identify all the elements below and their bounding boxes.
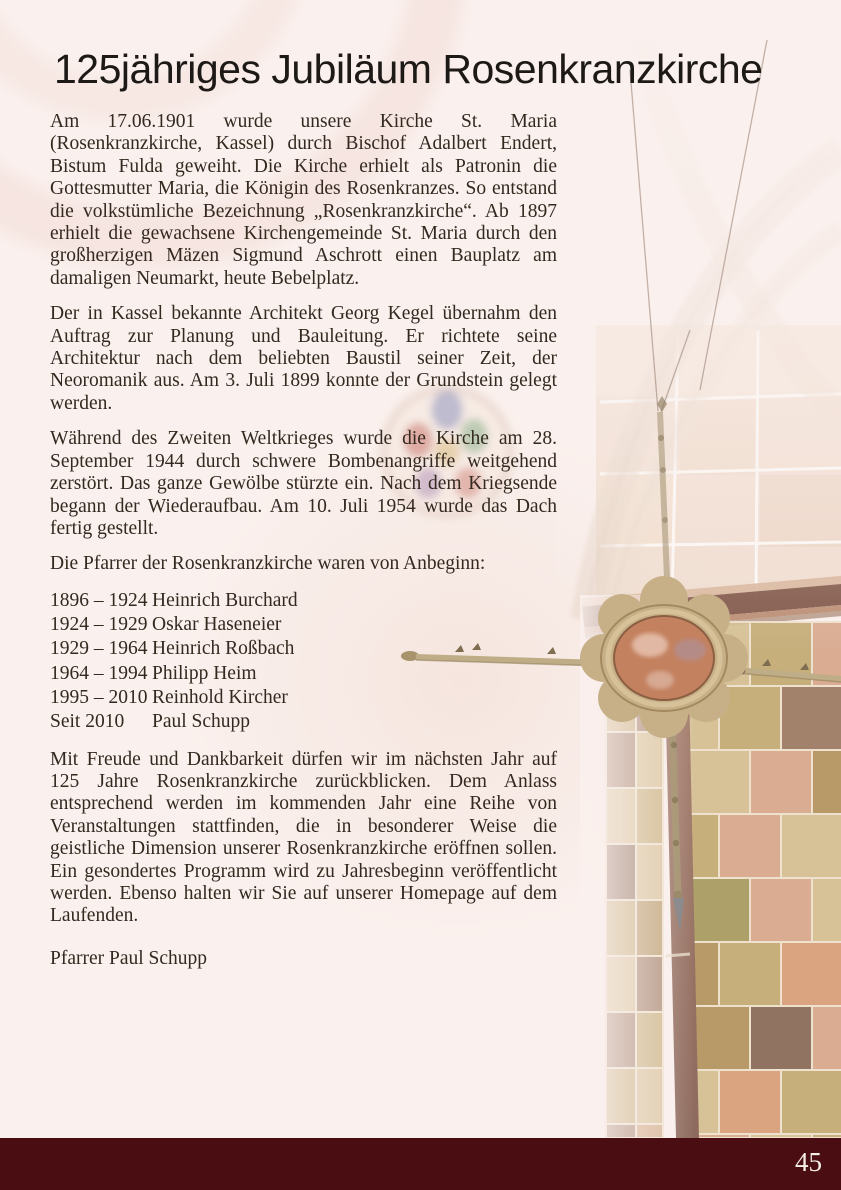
pastor-years: 1995 – 2010: [50, 686, 148, 708]
pastor-years: 1924 – 1929: [50, 614, 148, 636]
pastor-name: Paul Schupp: [152, 711, 251, 733]
pastor-name: Heinrich Roßbach: [152, 638, 295, 660]
pastor-row: [50, 662, 557, 686]
pastor-years: 1896 – 1924: [50, 589, 148, 611]
pastor-row: [50, 613, 557, 637]
body-paragraph-2: Der in Kassel bekannte Architekt Georg Kegel übernahm den Auftrag zur Planung und Bauleitung. Er richtete seine Architektur nach dem beliebten Baustil seiner Zeit, der Neoromanik aus. Am 3. Juli 1899 konnte der Grundstein gelegt werden.: [50, 303, 557, 414]
body-paragraph-1: Am 17.06.1901 wurde unsere Kirche St. Maria (Rosenkranzkirche, Kassel) durch Bischof Adalbert Endert, Bistum Fulda geweiht. Die Kirche erhielt als Patronin die Gottesmutter Maria, die Königin des Rosenkranzes. So entstand die volkstümliche Bezeichnung „Rosenkranzkirche“. Ab 1897 erhielt die gewachsene Kirchengemeinde St. Maria durch den großherzigen Mäzen Sigmund Aschrott einen Bauplatz am damaligen Neumarkt, heute Bebelplatz.: [50, 111, 557, 289]
page-title: 125jähriges Jubiläum Rosenkranzkirche: [54, 46, 763, 92]
footer-band: [0, 1138, 841, 1190]
pastor-name: Heinrich Burchard: [152, 589, 298, 611]
pastors-intro: Die Pfarrer der Rosenkranzkirche waren von Anbeginn:: [50, 553, 486, 575]
pastors-list: [50, 589, 557, 735]
pastor-years: 1929 – 1964: [50, 638, 148, 660]
closing-paragraph: Mit Freude und Dankbarkeit dürfen wir im nächsten Jahr auf 125 Jahre Rosenkranzkirche zurückblicken. Dem Anlass entsprechend werden im kommenden Jahr eine Reihe von Veranstaltungen stattfinden, die in besonderer Weise die geistliche Dimension unserer Rosenkranzkirche eröffnen sollen. Ein gesondertes Programm wird zu Jahresbeginn veröffentlicht werden. Ebenso halten wir Sie auf unserer Homepage auf dem Laufenden.: [50, 748, 557, 927]
pastor-row: [50, 589, 557, 613]
signature: Pfarrer Paul Schupp: [50, 947, 208, 969]
page-number: 45: [795, 1146, 822, 1177]
pastor-years: Seit 2010: [50, 711, 125, 733]
body-paragraph-3: Während des Zweiten Weltkrieges wurde die Kirche am 28. September 1944 durch schwere Bombenangriffe weitgehend zerstört. Das ganze Gewölbe stürzte ein. Nach dem Kriegsende begann der Wiederaufbau. Am 10. Juli 1954 wurde das Dach fertig gestellt.: [50, 428, 557, 539]
pastor-row: [50, 710, 557, 734]
pastor-row: [50, 637, 557, 661]
article: [50, 46, 763, 970]
pastor-name: Reinhold Kircher: [152, 686, 288, 708]
pastor-years: 1964 – 1994: [50, 662, 148, 684]
pastor-row: [50, 686, 557, 710]
pastor-name: Oskar Haseneier: [152, 614, 282, 636]
pastor-name: Philipp Heim: [152, 662, 257, 684]
